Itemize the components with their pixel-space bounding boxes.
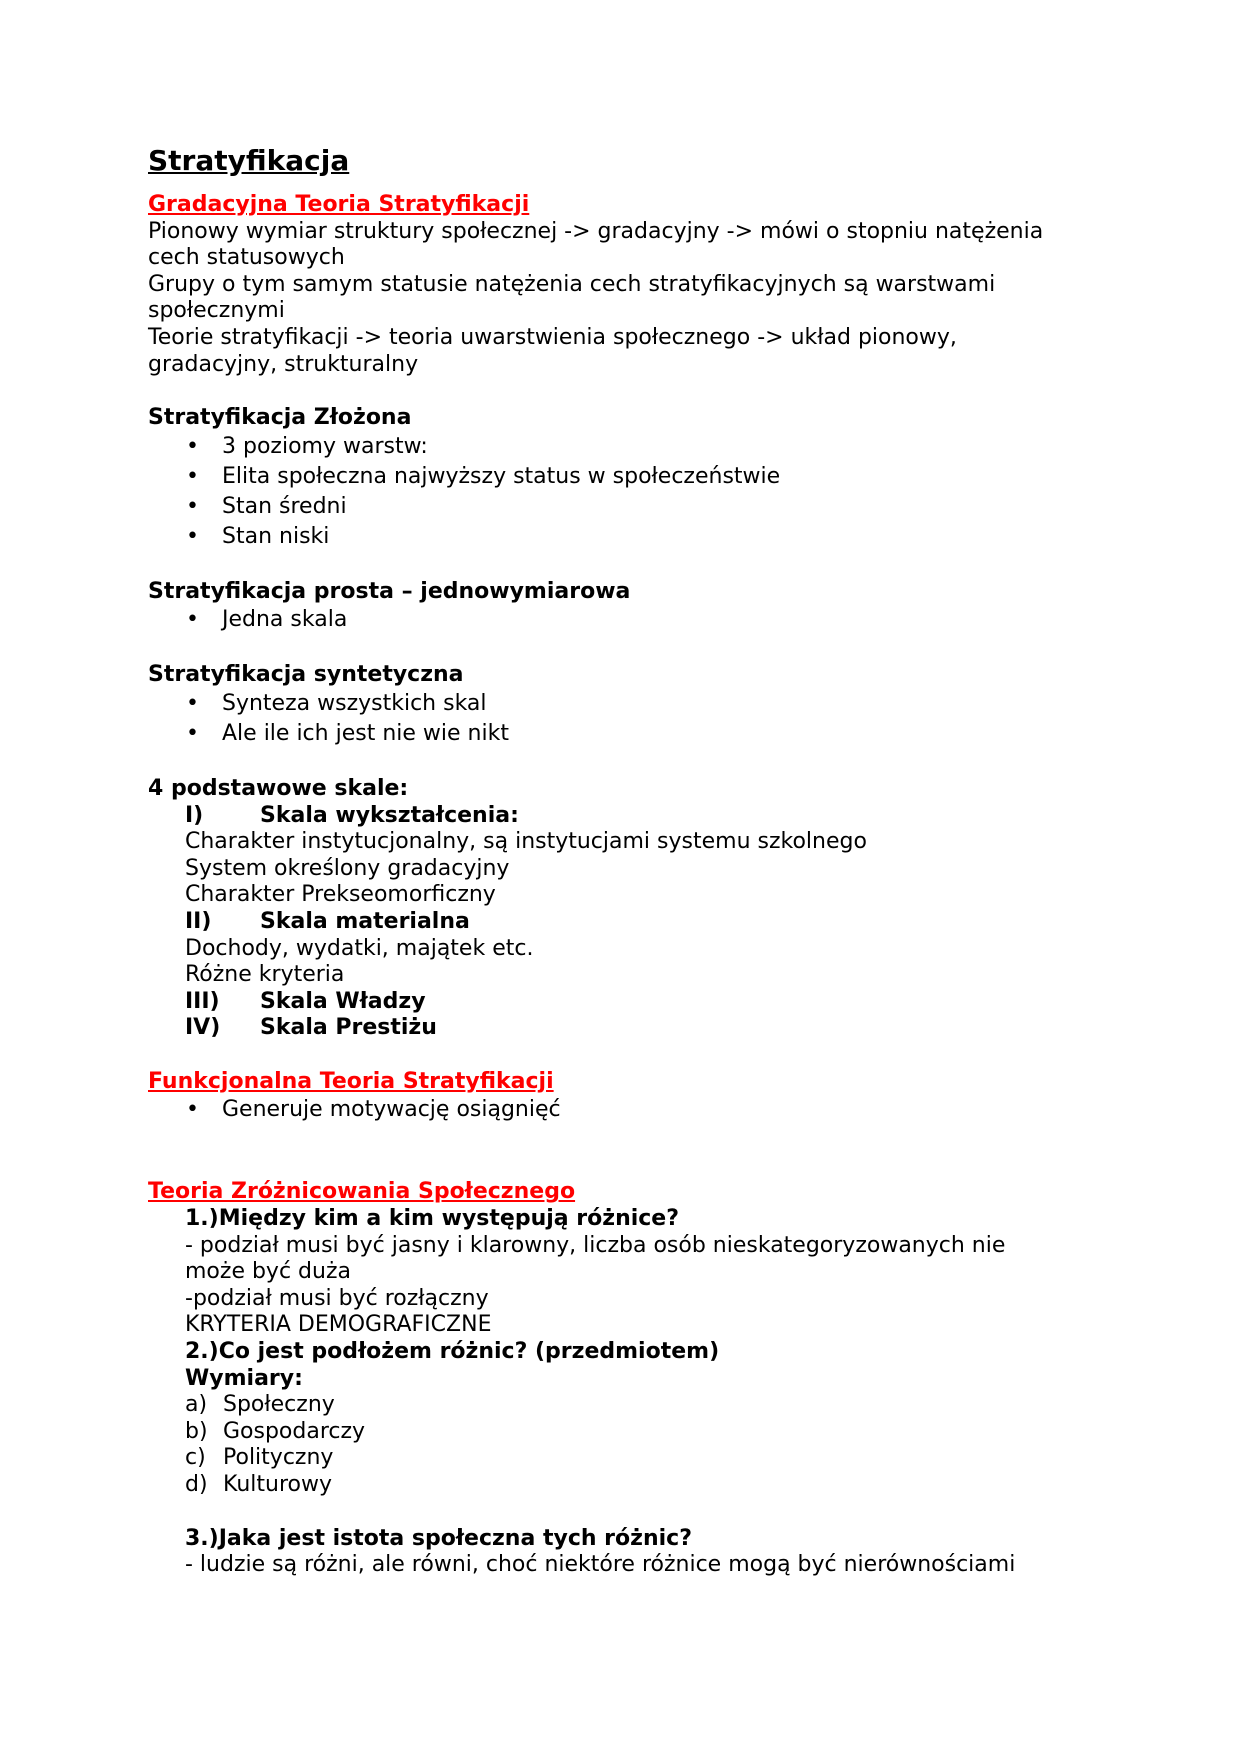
- dimension-label: Polityczny: [223, 1445, 334, 1471]
- scale-label: Skala Władzy: [260, 988, 426, 1014]
- dimension-letter: b): [185, 1418, 208, 1444]
- text-line: może być duża: [185, 1259, 351, 1285]
- dimension-item: [148, 1472, 1128, 1499]
- heading-skale: 4 podstawowe skale:: [148, 775, 409, 801]
- scale-item: [148, 909, 1128, 936]
- list-item: • Elita społeczna najwyższy status w społeczeństwie: [186, 462, 1128, 492]
- question-2: 2.)Co jest podłożem różnic? (przedmiotem): [185, 1339, 720, 1365]
- question-3: 3.)Jaka jest istota społeczna tych różnic?: [185, 1525, 692, 1551]
- bullet-list-syntetyczna: [148, 689, 1128, 749]
- text-line: KRYTERIA DEMOGRAFICZNE: [185, 1312, 492, 1338]
- text-line: -podział musi być rozłączny: [185, 1285, 489, 1311]
- text-line: Charakter Prekseomorficzny: [185, 882, 496, 908]
- text-line: - podział musi być jasny i klarowny, liczba osób nieskategoryzowanych nie: [185, 1232, 1006, 1258]
- heading-zroznicowanie: Teoria Zróżnicowania Społecznego: [148, 1179, 576, 1205]
- dimension-label: Społeczny: [223, 1392, 335, 1418]
- dimension-letter: c): [185, 1445, 206, 1471]
- scale-label: Skala wykształcenia:: [260, 802, 519, 828]
- text-line: System określony gradacyjny: [185, 855, 510, 881]
- scale-number: III): [185, 988, 220, 1014]
- list-item: • Synteza wszystkich skal: [186, 689, 1128, 719]
- dimensions-label: Wymiary:: [185, 1365, 303, 1391]
- dimension-item: [148, 1419, 1128, 1446]
- heading-funkcjonalna: Funkcjonalna Teoria Stratyfikacji: [148, 1068, 554, 1094]
- scale-number: I): [185, 802, 204, 828]
- dimension-item: [148, 1392, 1128, 1419]
- question-1: 1.)Między kim a kim występują różnice?: [185, 1206, 679, 1232]
- text-line: Charakter instytucjonalny, są instytucjami systemu szkolnego: [185, 829, 867, 855]
- dimension-letter: d): [185, 1472, 208, 1497]
- list-item: • Ale ile ich jest nie wie nikt: [186, 719, 1128, 749]
- text-line: Pionowy wymiar struktury społecznej -> gradacyjny -> mówi o stopniu natężenia: [148, 218, 1044, 244]
- document-content: [148, 144, 1128, 1579]
- text-line: społecznymi: [148, 298, 285, 324]
- scale-item: [148, 1015, 1128, 1042]
- bullet-list-funkcjonalna: [148, 1095, 1128, 1125]
- text-line: - ludzie są różni, ale równi, choć niektóre różnice mogą być nierównościami: [185, 1552, 1016, 1578]
- bullet-list-zlozona: [148, 432, 1128, 552]
- heading-prosta: Stratyfikacja prosta – jednowymiarowa: [148, 578, 631, 604]
- dimension-label: Gospodarczy: [223, 1418, 366, 1444]
- text-line: Różne kryteria: [185, 962, 345, 988]
- scale-number: II): [185, 908, 212, 934]
- scale-number: IV): [185, 1015, 221, 1041]
- list-item: • 3 poziomy warstw:: [186, 432, 1128, 462]
- dimension-item: [148, 1445, 1128, 1472]
- text-line: gradacyjny, strukturalny: [148, 351, 419, 377]
- text-line: Teorie stratyfikacji -> teoria uwarstwienia społecznego -> układ pionowy,: [148, 324, 957, 350]
- text-line: Dochody, wydatki, majątek etc.: [185, 935, 534, 961]
- scale-label: Skala materialna: [260, 908, 470, 934]
- document-title: Stratyfikacja: [148, 144, 350, 177]
- list-item: • Stan średni: [186, 492, 1128, 522]
- text-line: Grupy o tym samym statusie natężenia cech stratyfikacyjnych są warstwami: [148, 271, 996, 297]
- bullet-list-prosta: [148, 605, 1128, 635]
- scale-label: Skala Prestiżu: [260, 1015, 437, 1041]
- heading-gradacyjna: Gradacyjna Teoria Stratyfikacji: [148, 192, 530, 217]
- dimension-label: Kulturowy: [223, 1472, 332, 1497]
- list-item: • Generuje motywację osiągnięć: [186, 1095, 1128, 1125]
- list-item: • Stan niski: [186, 522, 1128, 552]
- text-line: cech statusowych: [148, 245, 345, 271]
- heading-zlozona: Stratyfikacja Złożona: [148, 405, 412, 431]
- scale-item: [148, 989, 1128, 1016]
- scale-item: [148, 803, 1128, 830]
- list-item: • Jedna skala: [186, 605, 1128, 635]
- dimension-letter: a): [185, 1392, 208, 1418]
- heading-syntetyczna: Stratyfikacja syntetyczna: [148, 662, 464, 688]
